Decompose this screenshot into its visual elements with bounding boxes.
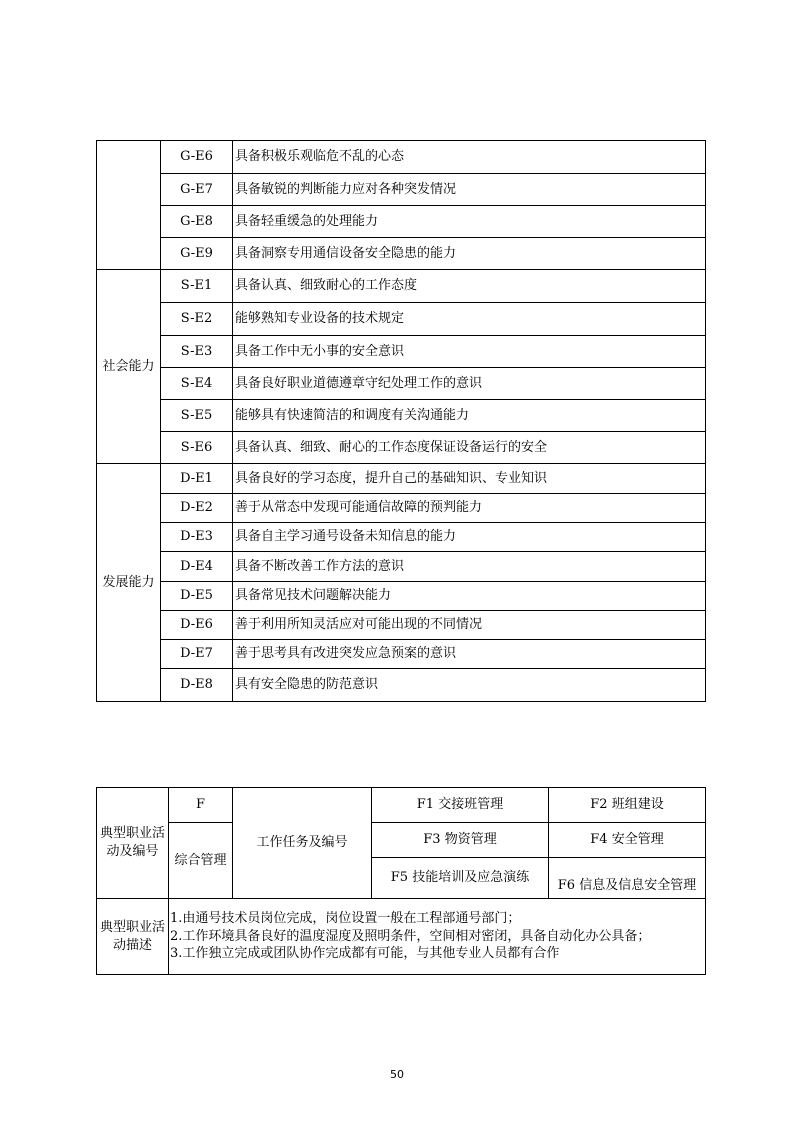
description-line: 1.由通号技术员岗位完成，岗位设置一般在工程部通号部门； (170, 911, 521, 927)
activity-label: 典型职业活动及编号 (97, 788, 169, 899)
description-cell: 具备常见技术问题解决能力 (233, 582, 706, 611)
activity-name: 综合管理 (169, 823, 233, 899)
code-cell: D-E7 (161, 640, 233, 669)
description-cell: 具备认真、细致耐心的工作态度 (233, 270, 706, 303)
task-cell: F3 物资管理 (372, 823, 549, 858)
description-line: 3.工作独立完成或团队协作完成都有可能，与其他专业人员都有合作 (170, 946, 560, 962)
description-cell: 具备轻重缓急的处理能力 (233, 206, 706, 238)
description-cell: 具备认真、细致、耐心的工作态度保证设备运行的安全 (233, 432, 706, 464)
competency-table (96, 140, 706, 702)
code-cell: D-E3 (161, 523, 233, 552)
code-cell: S-E2 (161, 303, 233, 336)
task-cell: F5 技能培训及应急演练 (372, 858, 549, 899)
description-line: 2.工作环境具备良好的温度湿度及照明条件，空间相对密闭，具备自动化办公具备； (170, 928, 651, 944)
description-cell: 具备自主学习通号设备未知信息的能力 (233, 523, 706, 552)
code-cell: D-E8 (161, 669, 233, 702)
tasks-label: 工作任务及编号 (233, 788, 372, 899)
description-cell: 善于思考具有改进突发应急预案的意识 (233, 640, 706, 669)
description-cell: 具备良好的学习态度，提升自己的基础知识、专业知识 (233, 464, 706, 494)
description-cell: 善于从常态中发现可能通信故障的预判能力 (233, 494, 706, 523)
description-cell: 具有安全隐患的防范意识 (233, 669, 706, 702)
description-cell: 具备不断改善工作方法的意识 (233, 552, 706, 582)
description-cell: 善于利用所知灵活应对可能出现的不同情况 (233, 611, 706, 640)
description-cell (169, 899, 706, 975)
category-cell: 社会能力 (97, 270, 161, 464)
code-cell: D-E4 (161, 552, 233, 582)
code-cell: D-E1 (161, 464, 233, 494)
page-number: 50 (390, 1068, 404, 1081)
description-label: 典型职业活动描述 (97, 899, 169, 975)
category-cell: 发展能力 (97, 464, 161, 702)
code-cell: G-E8 (161, 206, 233, 238)
activity-table (96, 787, 706, 975)
code-cell: S-E6 (161, 432, 233, 464)
activity-code: F (169, 788, 233, 823)
task-cell: F1 交接班管理 (372, 788, 549, 823)
description-cell: 具备敏锐的判断能力应对各种突发情况 (233, 174, 706, 206)
code-cell: S-E4 (161, 368, 233, 400)
category-cell (97, 141, 161, 270)
task-cell: F4 安全管理 (549, 823, 706, 858)
task-cell: F2 班组建设 (549, 788, 706, 823)
description-cell: 具备良好职业道德遵章守纪处理工作的意识 (233, 368, 706, 400)
task-cell: F6 信息及信息安全管理 (549, 858, 706, 899)
description-cell: 能够具有快速简洁的和调度有关沟通能力 (233, 400, 706, 432)
code-cell: D-E2 (161, 494, 233, 523)
code-cell: G-E9 (161, 238, 233, 270)
code-cell: D-E6 (161, 611, 233, 640)
code-cell: S-E5 (161, 400, 233, 432)
code-cell: G-E6 (161, 141, 233, 174)
code-cell: S-E1 (161, 270, 233, 303)
code-cell: G-E7 (161, 174, 233, 206)
description-cell: 具备工作中无小事的安全意识 (233, 336, 706, 368)
code-cell: S-E3 (161, 336, 233, 368)
description-cell: 能够熟知专业设备的技术规定 (233, 303, 706, 336)
description-cell: 具备积极乐观临危不乱的心态 (233, 141, 706, 174)
description-cell: 具备洞察专用通信设备安全隐患的能力 (233, 238, 706, 270)
code-cell: D-E5 (161, 582, 233, 611)
